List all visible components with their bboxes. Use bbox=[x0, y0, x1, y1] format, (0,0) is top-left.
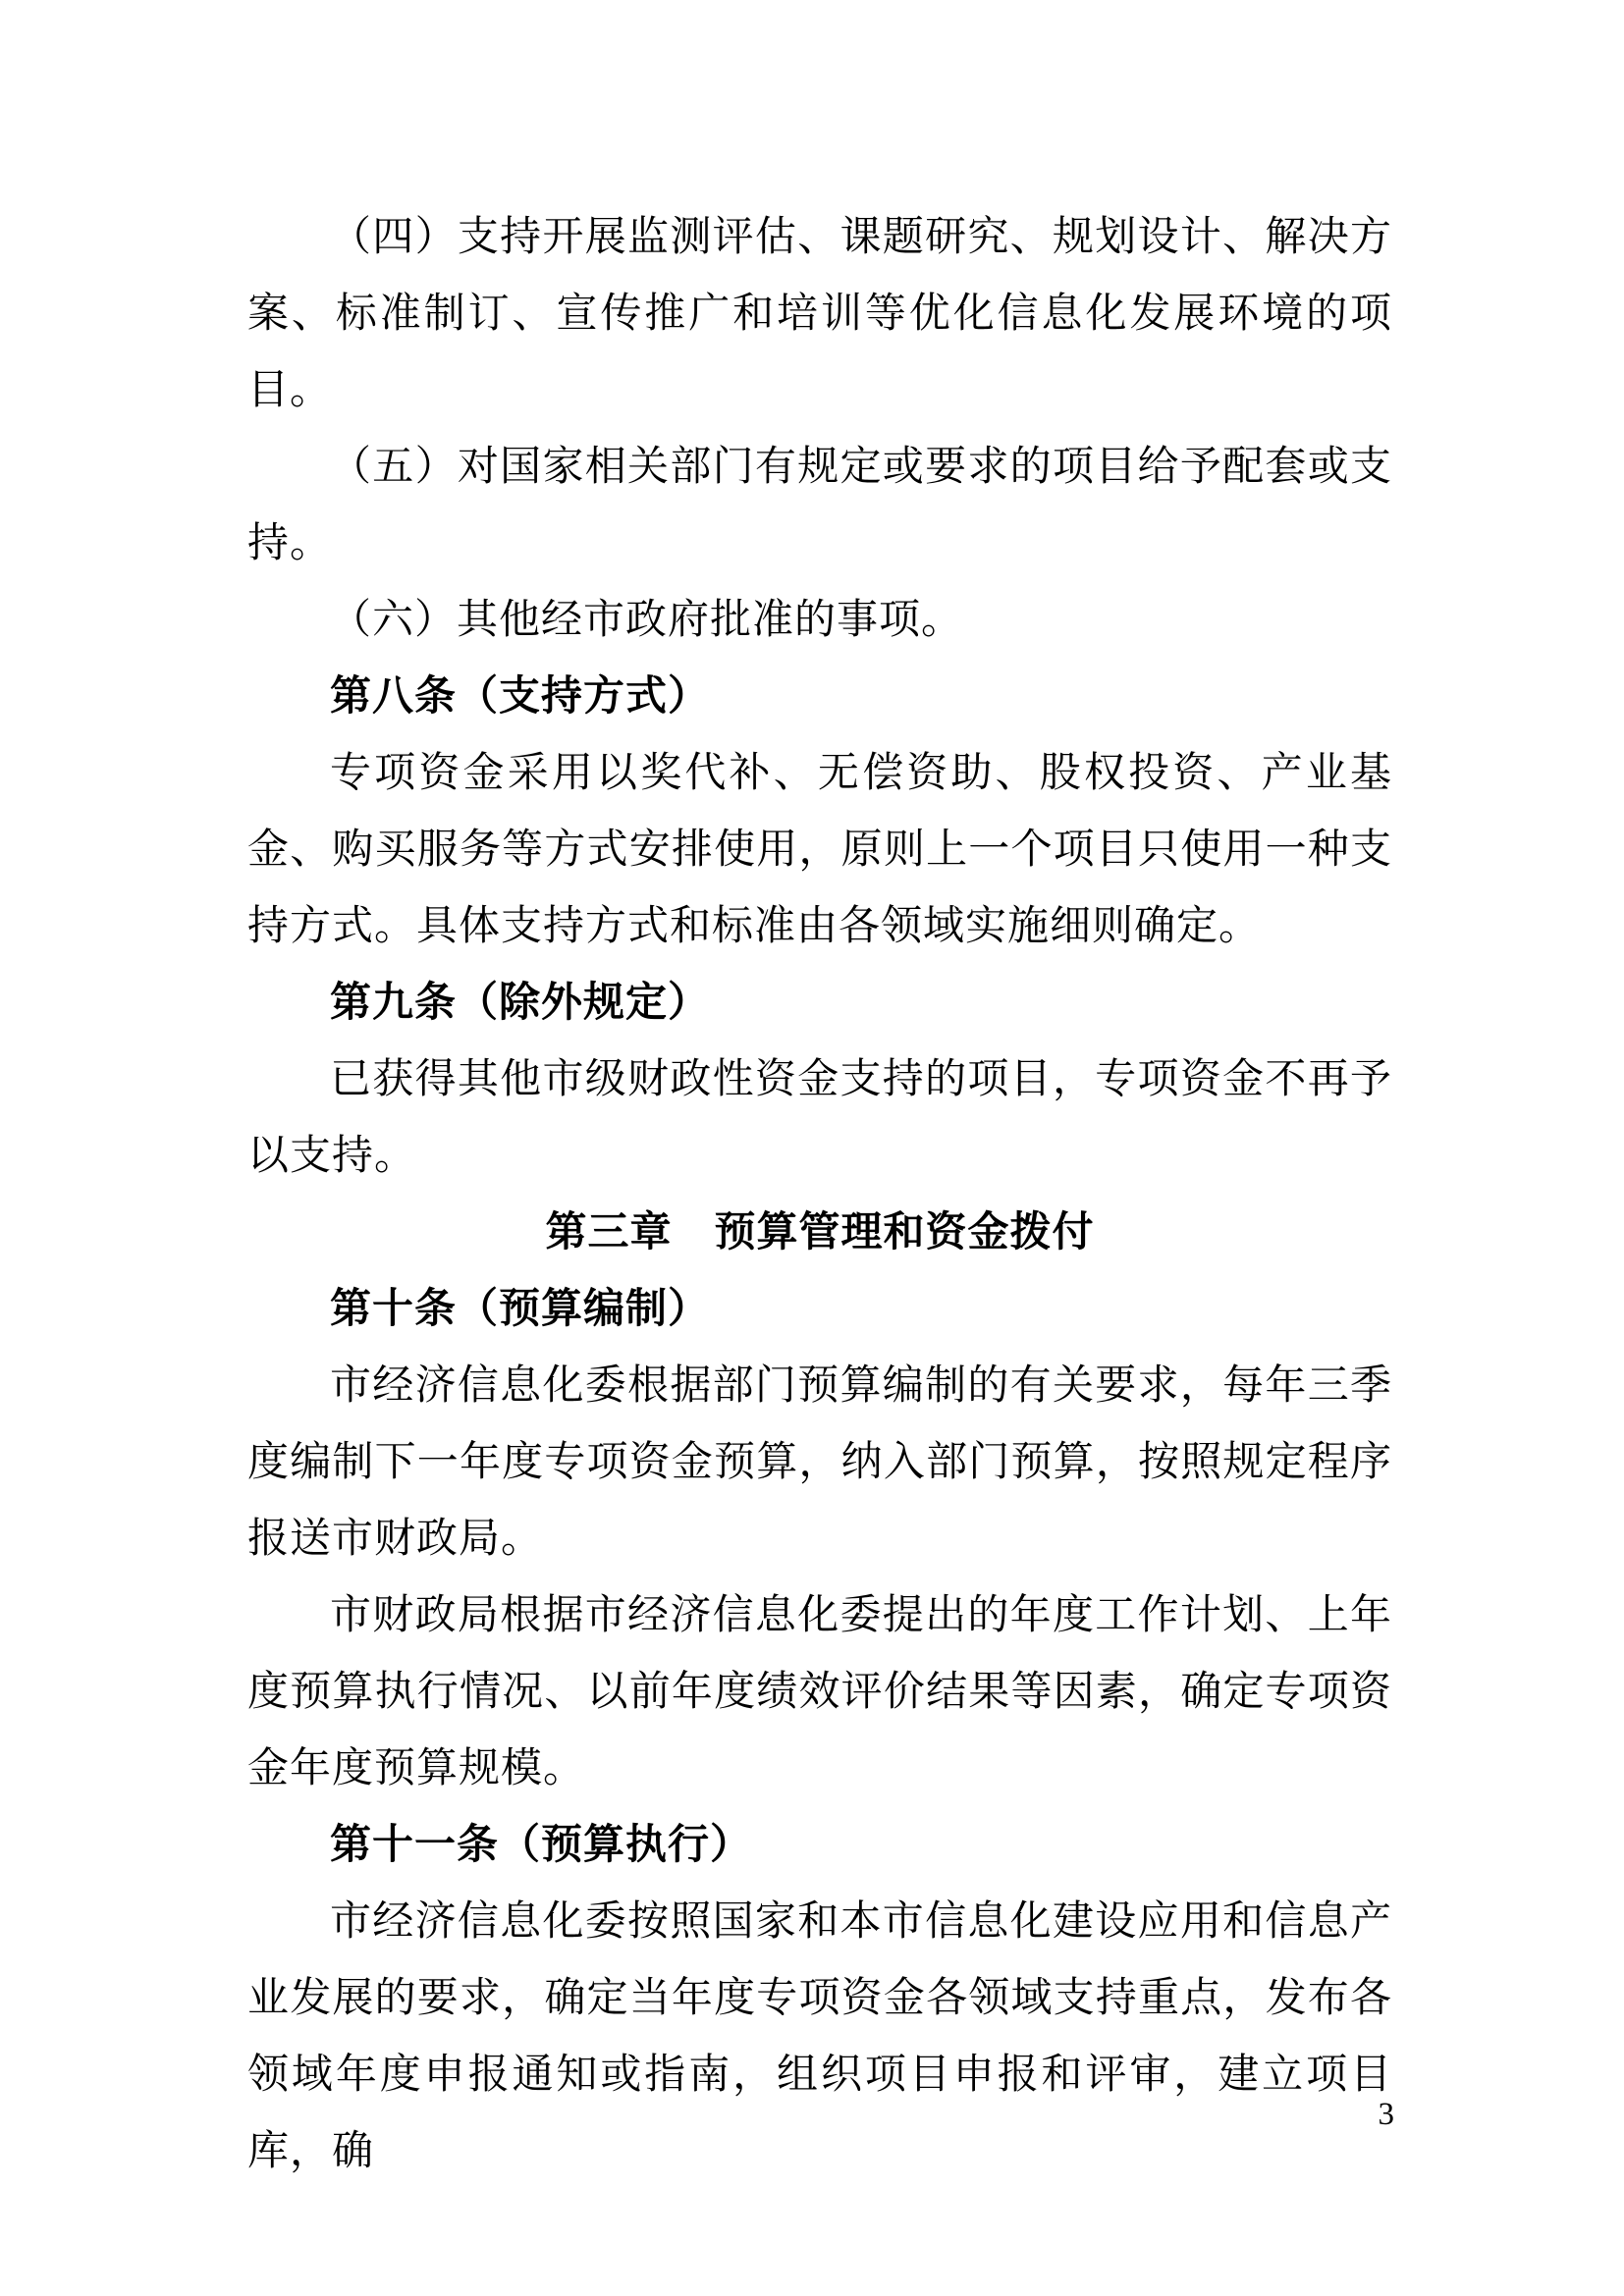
clause-4-paragraph: （四）支持开展监测评估、课题研究、规划设计、解决方案、标准制订、宣传推广和培训等优化信息化发展环境的项目。 bbox=[247, 215, 1392, 413]
chapter-3-heading: 第三章 预算管理和资金拨付 bbox=[545, 1210, 1095, 1255]
article-9-heading: 第九条（除外规定） bbox=[330, 981, 711, 1026]
article-9-body: 已获得其他市级财政性资金支持的项目，专项资金不再予以支持。 bbox=[247, 1057, 1392, 1179]
article-8-body: 专项资金采用以奖代补、无偿资助、股权投资、产业基金、购买服务等方式安排使用，原则上一个项目只使用一种支持方式。具体支持方式和标准由各领域实施细则确定。 bbox=[247, 751, 1392, 949]
article-11-heading: 第十一条（预算执行） bbox=[330, 1823, 753, 1868]
article-10-body-2: 市财政局根据市经济信息化委提出的年度工作计划、上年度预算执行情况、以前年度绩效评价结果等因素，确定专项资金年度预算规模。 bbox=[247, 1593, 1392, 1791]
article-10-heading: 第十条（预算编制） bbox=[330, 1287, 711, 1332]
document-body bbox=[247, 199, 1392, 2190]
article-8-heading: 第八条（支持方式） bbox=[330, 674, 711, 720]
clause-5-paragraph: （五）对国家相关部门有规定或要求的项目给予配套或支持。 bbox=[247, 445, 1392, 566]
article-11-body: 市经济信息化委按照国家和本市信息化建设应用和信息产业发展的要求，确定当年度专项资金各领域支持重点，发布各领域年度申报通知或指南，组织项目申报和评审，建立项目库，确 bbox=[247, 1899, 1392, 2174]
page-number: 3 bbox=[1378, 2097, 1394, 2132]
clause-6-paragraph: （六）其他经市政府批准的事项。 bbox=[330, 598, 964, 643]
article-10-body-1: 市经济信息化委根据部门预算编制的有关要求，每年三季度编制下一年度专项资金预算，纳入部门预算，按照规定程序报送市财政局。 bbox=[247, 1363, 1392, 1562]
